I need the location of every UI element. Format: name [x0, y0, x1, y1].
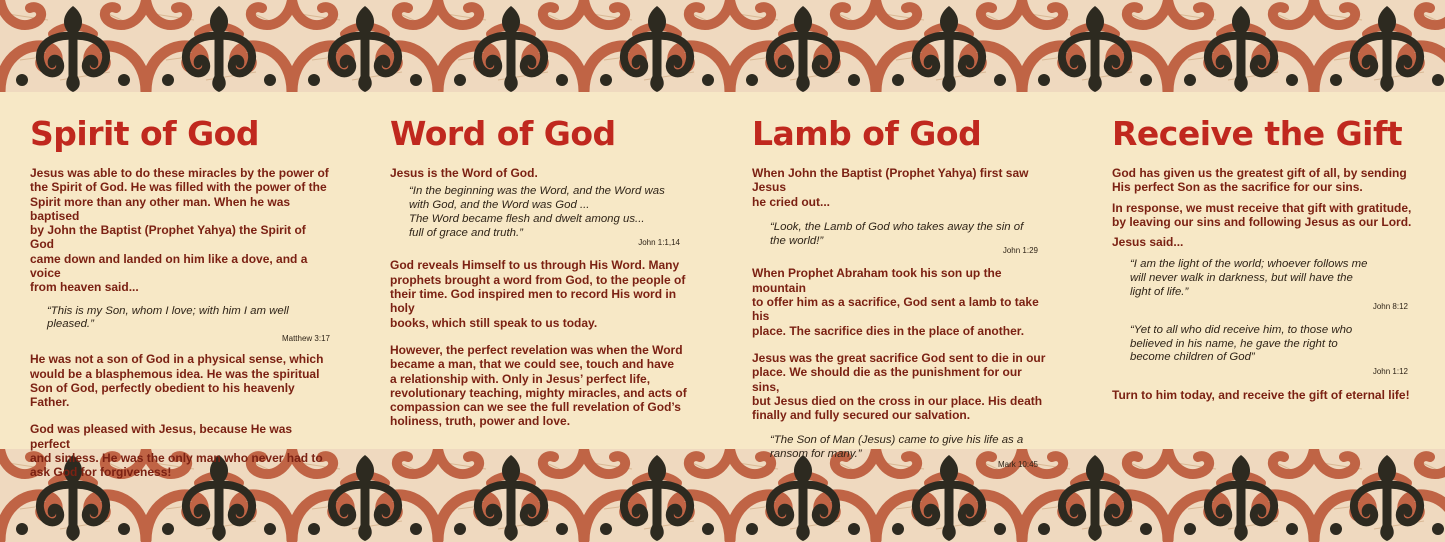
scripture-reference: John 1:29 [1002, 246, 1038, 256]
top-ornamental-border [0, 0, 1445, 92]
ornamental-border-icon [0, 0, 1445, 92]
paragraph: In response, we must receive that gift with gratitude, by leaving our sins and following Jesus as our Lord. [1112, 200, 1412, 229]
paragraph: However, the perfect revelation was when the Word became a man, that we could see, touch and have a relationship with. Only in Jesus’ perfect life, revolutionary teaching, mighty miracles, and acts of compassion can we see the full revelation of God’s holiness, truth, power and love. [390, 342, 687, 429]
paragraph: Jesus was able to do these miracles by the power of the Spirit of God. He was filled with the power of the Spirit more than any other man. When he was baptised by John the Baptist (Prophet Yahya) the Spirit of God came down and landed on him like a dove, and a voice from heaven said... [30, 166, 329, 295]
paragraph: God was pleased with Jesus, because He was perfect and sinless. He was the only man who never had to ask God for forgiveness! [30, 422, 323, 480]
paragraph: When Prophet Abraham took his son up the mountain to offer him as a sacrifice, God sent a lamb to take his place. The sacrifice dies in the place of another. [752, 266, 1039, 338]
paragraph: God reveals Himself to us through His Word. Many prophets brought a word from God, to the people of their time. God inspired men to record His word in holy books, which still speak to us today. [390, 258, 686, 330]
panel-title: Receive the Gift [1112, 114, 1403, 153]
scripture-quote: “This is my Son, whom I love; with him I am well pleased.” [47, 304, 289, 331]
scripture-reference: Mark 10:45 [997, 460, 1038, 470]
panel-title: Word of God [390, 114, 616, 153]
panel-title: Spirit of God [30, 114, 259, 153]
scripture-quote: “Yet to all who did receive him, to those who believed in his name, he gave the right to become children of God” [1130, 323, 1353, 364]
paragraph: Jesus is the Word of God. [390, 166, 538, 180]
panel-spirit-of-god [30, 112, 330, 480]
paragraph: Turn to him today, and receive the gift of eternal life! [1112, 388, 1410, 403]
scripture-quote: “The Son of Man (Jesus) came to give his life as a ransom for many.” [770, 434, 1024, 461]
panel-title: Lamb of God [752, 114, 982, 153]
scripture-reference: Matthew 3:17 [281, 334, 330, 344]
panel-word-of-god [390, 112, 690, 429]
panel-receive-the-gift [1112, 112, 1422, 403]
scripture-reference: John 8:12 [1372, 301, 1408, 311]
scripture-reference: John 1:1,14 [638, 238, 680, 248]
panel-lamb-of-god [752, 112, 1052, 470]
paragraph: He was not a son of God in a physical sense, which would be a blasphemous idea. He was the spiritual Son of God, perfectly obedient to his heavenly Father. [30, 352, 324, 410]
scripture-quote: “I am the light of the world; whoever follows me will never walk in darkness, but will have the light of life.” [1130, 258, 1368, 299]
scripture-reference: John 1:12 [1372, 367, 1408, 377]
paragraph: When John the Baptist (Prophet Yahya) first saw Jesus he cried out... [752, 166, 1029, 209]
paragraph: Jesus said... [1112, 235, 1184, 250]
scripture-quote: “Look, the Lamb of God who takes away the sin of the world!” [770, 220, 1024, 247]
paragraph: Jesus was the great sacrifice God sent to die in our place. We should die as the punishment for our sins, but Jesus died on the cross in our place. His death finally and fully secured our salvation. [752, 350, 1046, 423]
paragraph: God has given us the greatest gift of all, by sending His perfect Son as the sacrifice for our sins. [1112, 166, 1407, 195]
scripture-quote: “In the beginning was the Word, and the Word was with God, and the Word was God ... The Word became flesh and dwelt among us... full of grace and truth.” [409, 185, 665, 239]
